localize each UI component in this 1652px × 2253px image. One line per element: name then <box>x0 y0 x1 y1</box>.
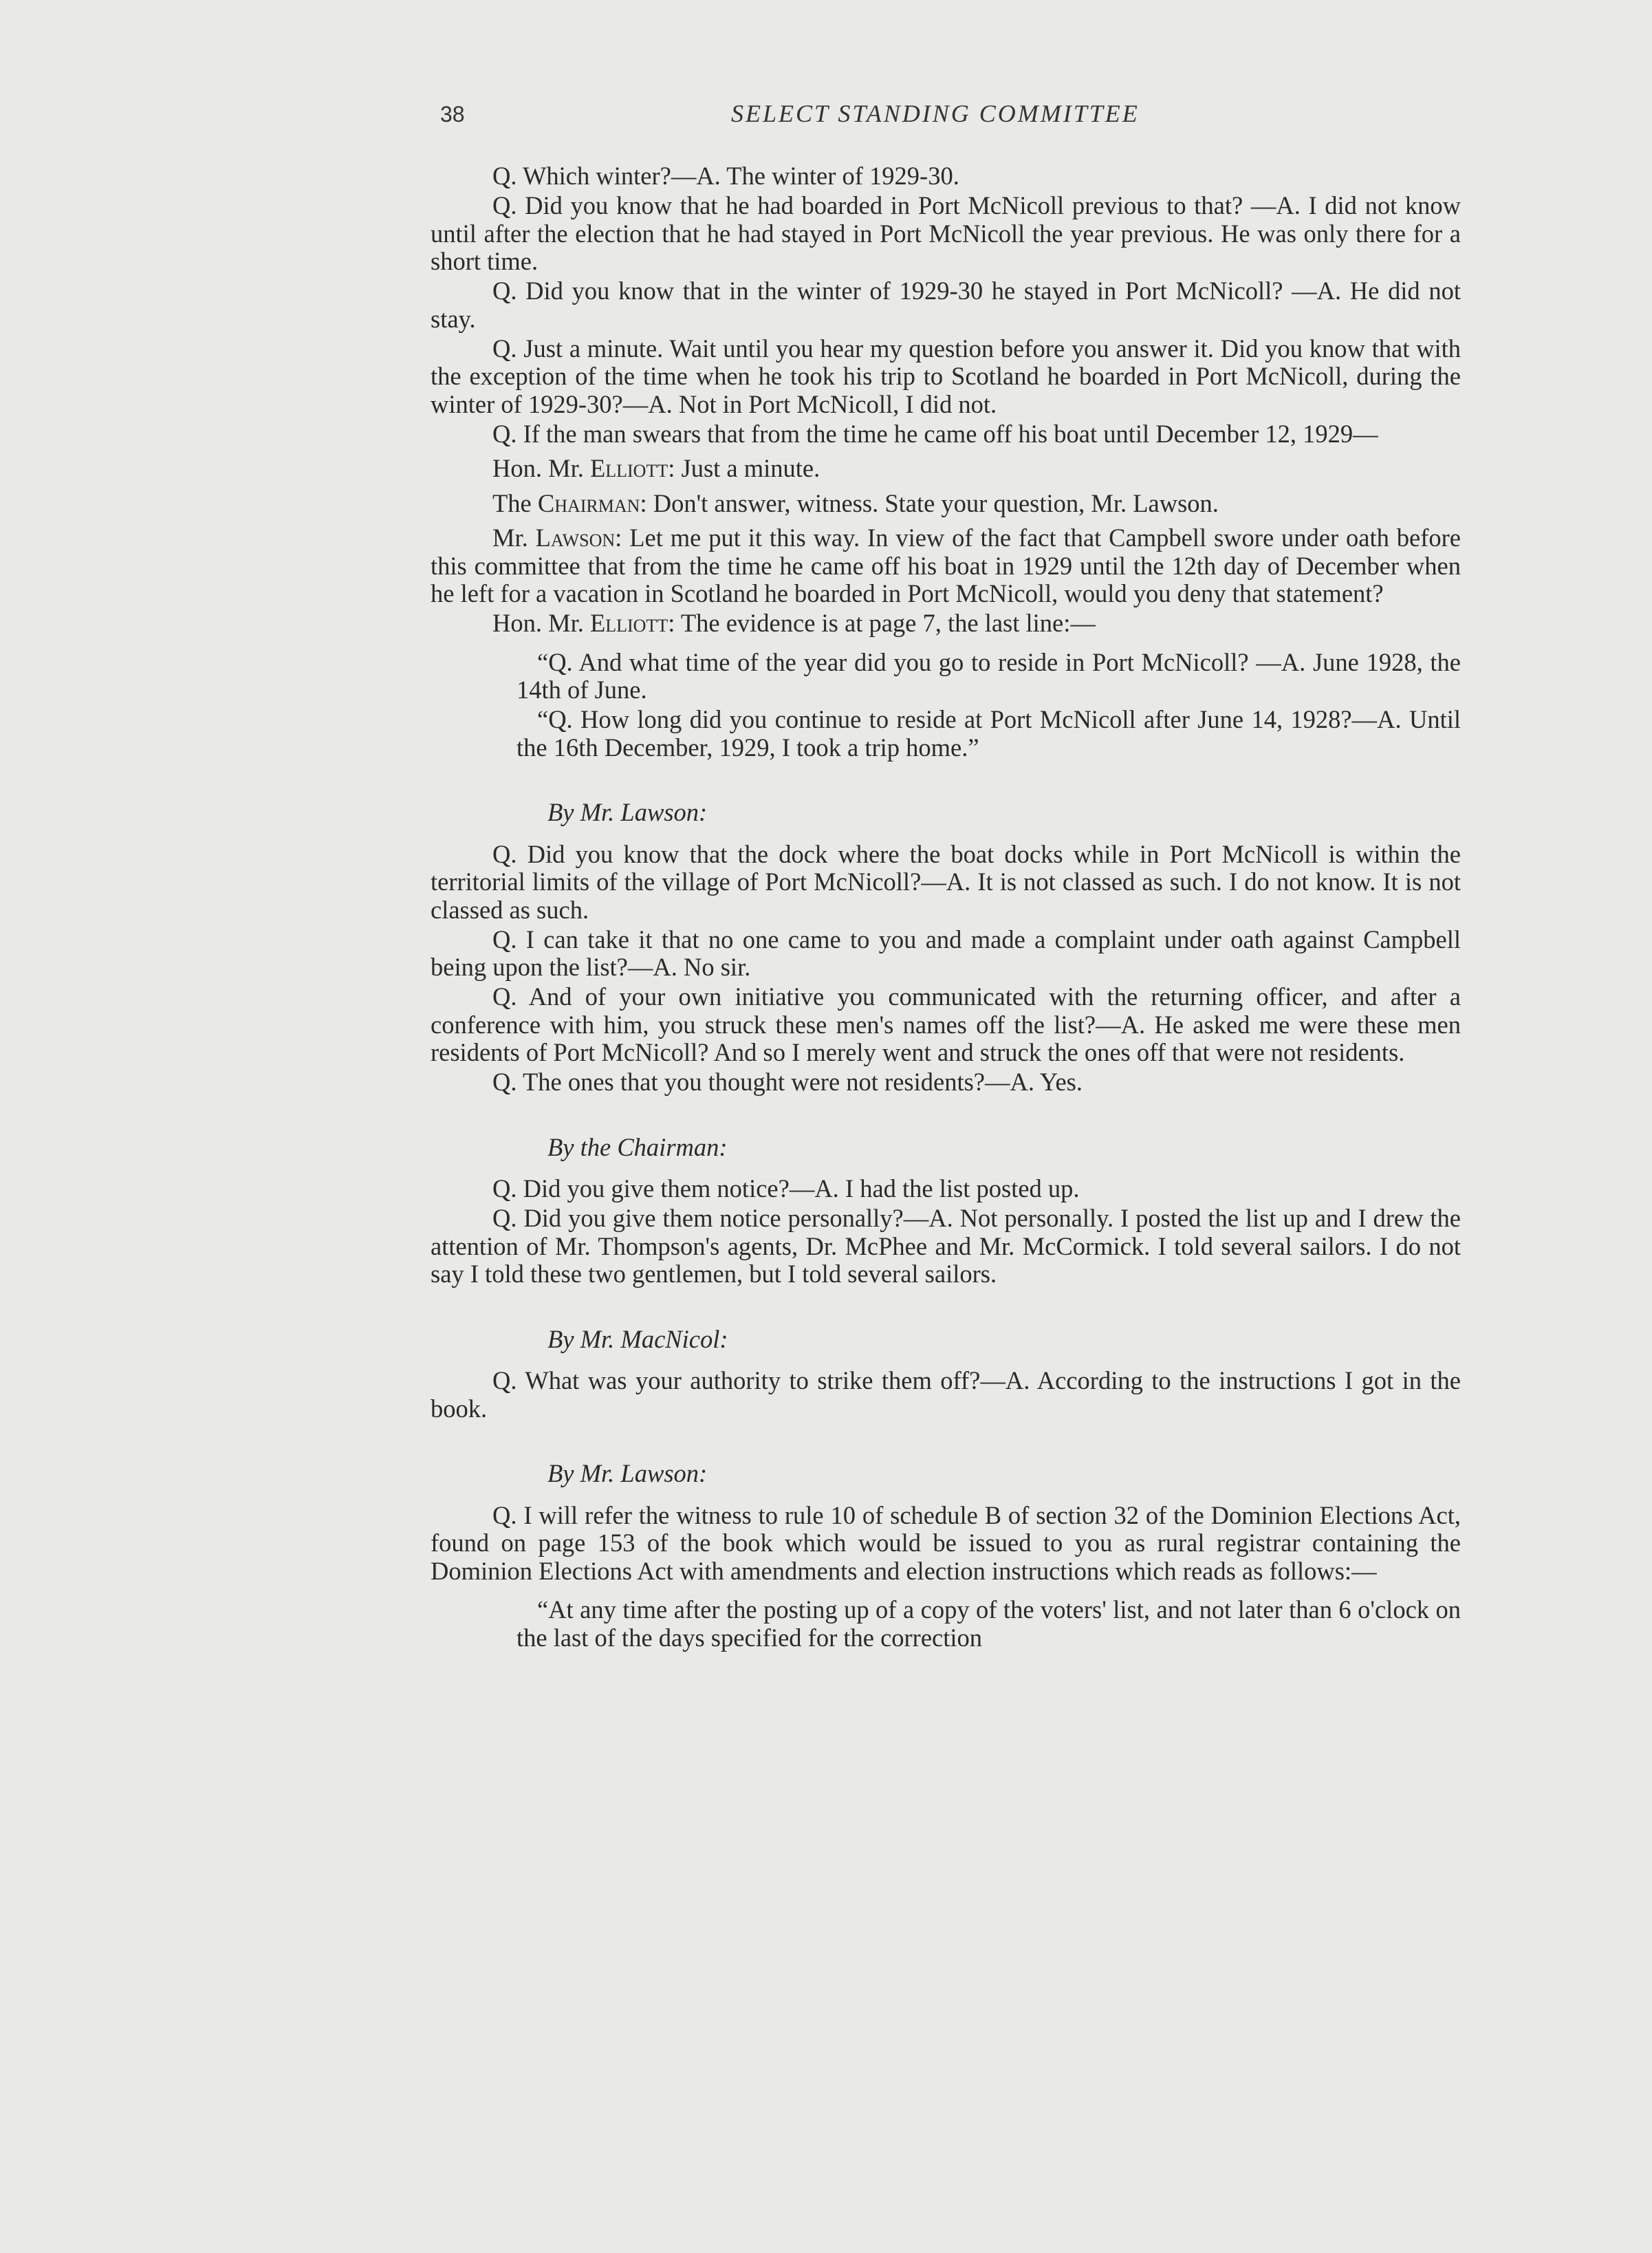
block-text: Q. The ones that you thought were not residents?—A. Yes. <box>492 1068 1083 1096</box>
block-text: Q. Did you know that in the winter of 1929-30 he stayed in Port McNicoll? —A. He did not stay. <box>431 277 1461 333</box>
block-text: Q. What was your authority to strike them off?—A. According to the instructions I got in the book. <box>431 1366 1461 1423</box>
block-text: Q. Just a minute. Wait until you hear my question before you answer it. Did you know that with the exception of the time when he took his trip to Scotland he boarded in Port McNicoll, during the winter of 1929-30?—A. Not in Port McNicoll, I did not. <box>431 334 1461 418</box>
block-text: Q. Did you know that the dock where the boat docks while in Port McNicoll is within the territorial limits of the village of Port McNicoll?—A. It is not classed as such. I do not know. It is not classed as such. <box>431 839 1461 924</box>
block-text: : Let me put it this way. In view of the fact that Campbell swore under oath before this committee that from the time he came off his boat in 1929 until the 12th day of December when he left for a vacation in Scotland he boarded in Port McNicoll, would you deny that statement? <box>431 524 1461 607</box>
examiner-heading <box>431 1326 1461 1354</box>
block-text: Q. Did you give them notice?—A. I had the list posted up. <box>492 1174 1080 1203</box>
block-text: : The evidence is at page 7, the last line:— <box>668 609 1096 637</box>
speaker-name: Elliott <box>589 454 669 482</box>
question-answer-paragraph <box>431 1175 1461 1203</box>
speaker-name: Lawson <box>535 524 616 552</box>
running-title: SELECT STANDING COMMITTEE <box>731 100 1140 127</box>
examiner-heading <box>431 1134 1461 1162</box>
block-text: Q. Did you give them notice personally?—A. Not personally. I posted the list up and I drew the attention of Mr. Thompson's agents, Dr. McPhee and Mr. McCormick. I told several sailors. I do not say I told these two gentlemen, but I told several sailors. <box>431 1204 1461 1288</box>
question-answer-paragraph <box>431 926 1461 982</box>
question-answer-paragraph <box>431 277 1461 333</box>
question-answer-paragraph <box>431 335 1461 419</box>
speaker-name: Chairman <box>537 488 640 517</box>
quoted-passage <box>517 1596 1461 1652</box>
document-body <box>431 162 1461 1654</box>
question-answer-paragraph <box>431 841 1461 925</box>
examiner-heading <box>431 1460 1461 1488</box>
question-answer-paragraph <box>431 983 1461 1067</box>
speaker-title: Hon. Mr. <box>492 454 590 482</box>
block-text: : Just a minute. <box>668 454 820 482</box>
block-text: Q. I will refer the witness to rule 10 of schedule B of section 32 of the Dominion Elections Act, found on page 153 of the book which would be issued to you as rural registrar containing the Dominion Elections Act with amendments and election instructions which reads as follows:— <box>431 1500 1461 1585</box>
question-answer-paragraph <box>431 1502 1461 1586</box>
block-text: “At any time after the posting up of a copy of the voters' list, and not later than 6 o'clock on the last of the days specified for the correction <box>517 1595 1461 1652</box>
question-answer-paragraph <box>431 192 1461 276</box>
speaker-title: Hon. Mr. <box>492 609 590 637</box>
question-answer-paragraph <box>431 1068 1461 1097</box>
block-text: By the Chairman: <box>547 1132 728 1161</box>
speaker-paragraph <box>431 524 1461 608</box>
block-text: “Q. And what time of the year did you go to reside in Port McNicoll? —A. June 1928, the 14th of June. <box>517 647 1461 704</box>
question-answer-paragraph <box>431 420 1461 449</box>
page-number: 38 <box>440 102 465 127</box>
question-answer-paragraph <box>431 1367 1461 1423</box>
speaker-name: Elliott <box>589 609 669 637</box>
quoted-passage <box>517 706 1461 762</box>
page-header <box>0 0 1652 138</box>
block-text: Q. I can take it that no one came to you and made a complaint under oath against Campbell being upon the list?—A. No sir. <box>431 925 1461 981</box>
block-text: Q. Which winter?—A. The winter of 1929-30. <box>492 162 959 190</box>
block-text: : Don't answer, witness. State your question, Mr. Lawson. <box>640 488 1219 517</box>
block-text: Q. And of your own initiative you communicated with the returning officer, and after a conference with him, you struck these men's names off the list?—A. He asked me were these men residents of Port McNicoll? And so I merely went and struck the ones off that were not residents. <box>431 982 1461 1066</box>
quoted-passage <box>517 649 1461 704</box>
block-text: By Mr. MacNicol: <box>547 1324 728 1353</box>
speaker-paragraph <box>431 455 1461 483</box>
block-text: “Q. How long did you continue to reside at Port McNicoll after June 14, 1928?—A. Until the 16th December, 1929, I took a trip home.” <box>517 705 1461 762</box>
speaker-paragraph <box>431 610 1461 638</box>
block-text: By Mr. Lawson: <box>547 798 708 826</box>
block-text: By Mr. Lawson: <box>547 1459 708 1487</box>
question-answer-paragraph <box>431 1205 1461 1289</box>
speaker-title: The <box>492 488 538 517</box>
question-answer-paragraph <box>431 162 1461 191</box>
block-text: Q. If the man swears that from the time he came off his boat until December 12, 1929— <box>492 419 1378 448</box>
speaker-title: Mr. <box>492 524 536 552</box>
examiner-heading <box>431 799 1461 827</box>
speaker-paragraph <box>431 490 1461 518</box>
block-text: Q. Did you know that he had boarded in Port McNicoll previous to that? —A. I did not know until after the election that he had stayed in Port McNicoll the year previous. He was only there for a short time. <box>431 191 1461 275</box>
